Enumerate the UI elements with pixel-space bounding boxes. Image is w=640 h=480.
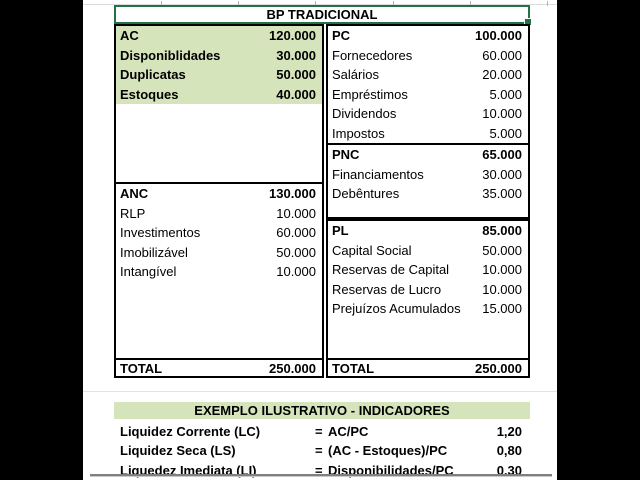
pnc-box [326,143,530,219]
cell-value[interactable]: 10.000 [276,205,316,221]
indicator-formula[interactable]: Disponibilidades/PC [328,463,454,478]
table-row [116,262,322,282]
cell-label[interactable]: Fornecedores [332,47,413,63]
table-row [328,260,528,280]
title-cell[interactable] [114,5,530,24]
cell-value[interactable]: 250.000 [475,360,522,376]
indicator-equals[interactable]: = [315,443,323,458]
cell-label[interactable]: AC [120,28,139,44]
table-row [328,221,528,241]
table-row [328,85,528,105]
cell-value[interactable]: 50.000 [276,244,316,260]
table-row [328,145,528,165]
cell-value[interactable]: 35.000 [482,186,522,202]
cell-label[interactable]: TOTAL [332,360,375,376]
cell-label[interactable]: Investimentos [120,225,201,241]
cell-label[interactable]: Impostos [332,125,385,141]
pc-box [326,24,530,143]
indicator-value[interactable]: 0,30 [496,463,522,478]
table-row [116,184,322,204]
cell-label[interactable]: Intangível [120,264,177,280]
cell-label[interactable]: ANC [120,186,149,202]
table-row [328,46,528,66]
cell-value[interactable]: 60.000 [482,47,522,63]
cell-label[interactable]: PC [332,28,351,44]
table-row [116,26,322,46]
cell-value[interactable]: 60.000 [276,225,316,241]
cell-label[interactable]: Imobilizável [120,244,188,260]
cell-value[interactable]: 100.000 [475,28,522,44]
indicator-row [114,440,522,459]
cell-value[interactable]: 130.000 [269,186,316,202]
cell-label[interactable]: Duplicatas [120,67,186,83]
table-row [116,243,322,263]
indicator-label[interactable]: Liquidez Seca (LS) [120,443,236,458]
gridline-below-table [83,391,557,392]
table-row [328,280,528,300]
table-row [328,104,528,124]
letterbox-left [0,0,83,480]
cell-label[interactable]: Reservas de Lucro [332,281,442,297]
table-row [328,165,528,185]
cell-label[interactable]: Capital Social [332,242,412,258]
ac-box [114,24,324,182]
cell-label[interactable]: Empréstimos [332,86,408,102]
indicators-header-label: EXEMPLO ILUSTRATIVO - INDICADORES [194,403,450,418]
table-row [116,204,322,224]
total-right-box [326,358,530,378]
cell-value[interactable]: 20.000 [482,67,522,83]
pl-box [326,219,530,358]
page-title: BP TRADICIONAL [266,7,378,22]
table-row [328,360,528,376]
table-row [116,85,322,105]
cell-value[interactable]: 50.000 [276,67,316,83]
cell-value[interactable]: 30.000 [276,47,316,63]
column-gridline-tick [547,1,548,6]
table-row [116,65,322,85]
indicator-formula[interactable]: AC/PC [328,424,369,439]
cell-label[interactable]: PNC [332,147,360,163]
indicator-formula[interactable]: (AC - Estoques)/PC [328,443,448,458]
cell-value[interactable]: 85.000 [482,223,522,239]
table-row [328,65,528,85]
cell-value[interactable]: 5.000 [489,86,522,102]
cell-value[interactable]: 65.000 [482,147,522,163]
anc-box [114,182,324,358]
cell-value[interactable]: 10.000 [482,281,522,297]
cell-label[interactable]: TOTAL [120,360,163,376]
indicator-value[interactable]: 1,20 [496,424,522,439]
cell-value[interactable]: 10.000 [482,262,522,278]
cell-label[interactable]: PL [332,223,349,239]
cell-value[interactable]: 5.000 [489,125,522,141]
indicator-label[interactable]: Liquidez Corrente (LC) [120,424,261,439]
table-row [116,360,322,376]
indicator-value[interactable]: 0,80 [496,443,522,458]
indicator-equals[interactable]: = [315,463,323,478]
table-row [328,184,528,204]
table-row [116,46,322,66]
cell-label[interactable]: Dividendos [332,106,397,122]
cell-label[interactable]: Disponiblidades [120,47,221,63]
cell-label[interactable]: Reservas de Capital [332,262,450,278]
cell-label[interactable]: Prejuízos Acumulados [332,301,461,317]
cell-label[interactable]: Estoques [120,86,179,102]
cell-label[interactable]: Financiamentos [332,166,424,182]
cell-label[interactable]: Salários [332,67,379,83]
cell-value[interactable]: 50.000 [482,242,522,258]
indicators-header[interactable] [114,402,530,419]
cell-label[interactable]: RLP [120,205,146,221]
cell-value[interactable]: 10.000 [482,106,522,122]
cell-value[interactable]: 30.000 [482,166,522,182]
table-row [328,124,528,144]
cell-value[interactable]: 120.000 [269,28,316,44]
spreadsheet-area [83,0,557,480]
indicator-label[interactable]: Liquedez Imediata (LI) [120,463,257,478]
cell-value[interactable]: 15.000 [482,301,522,317]
total-left-box [114,358,324,378]
table-row [328,26,528,46]
ac-highlight-block [116,26,322,104]
table-row [328,299,528,319]
bottom-divider [90,474,552,477]
cell-label[interactable]: Debêntures [332,186,400,202]
table-row [328,241,528,261]
letterbox-right [557,0,640,480]
cell-value[interactable]: 250.000 [269,360,316,376]
cell-value[interactable]: 40.000 [276,86,316,102]
cell-value[interactable]: 10.000 [276,264,316,280]
table-row [116,223,322,243]
indicator-equals[interactable]: = [315,424,323,439]
indicator-row [114,421,522,440]
